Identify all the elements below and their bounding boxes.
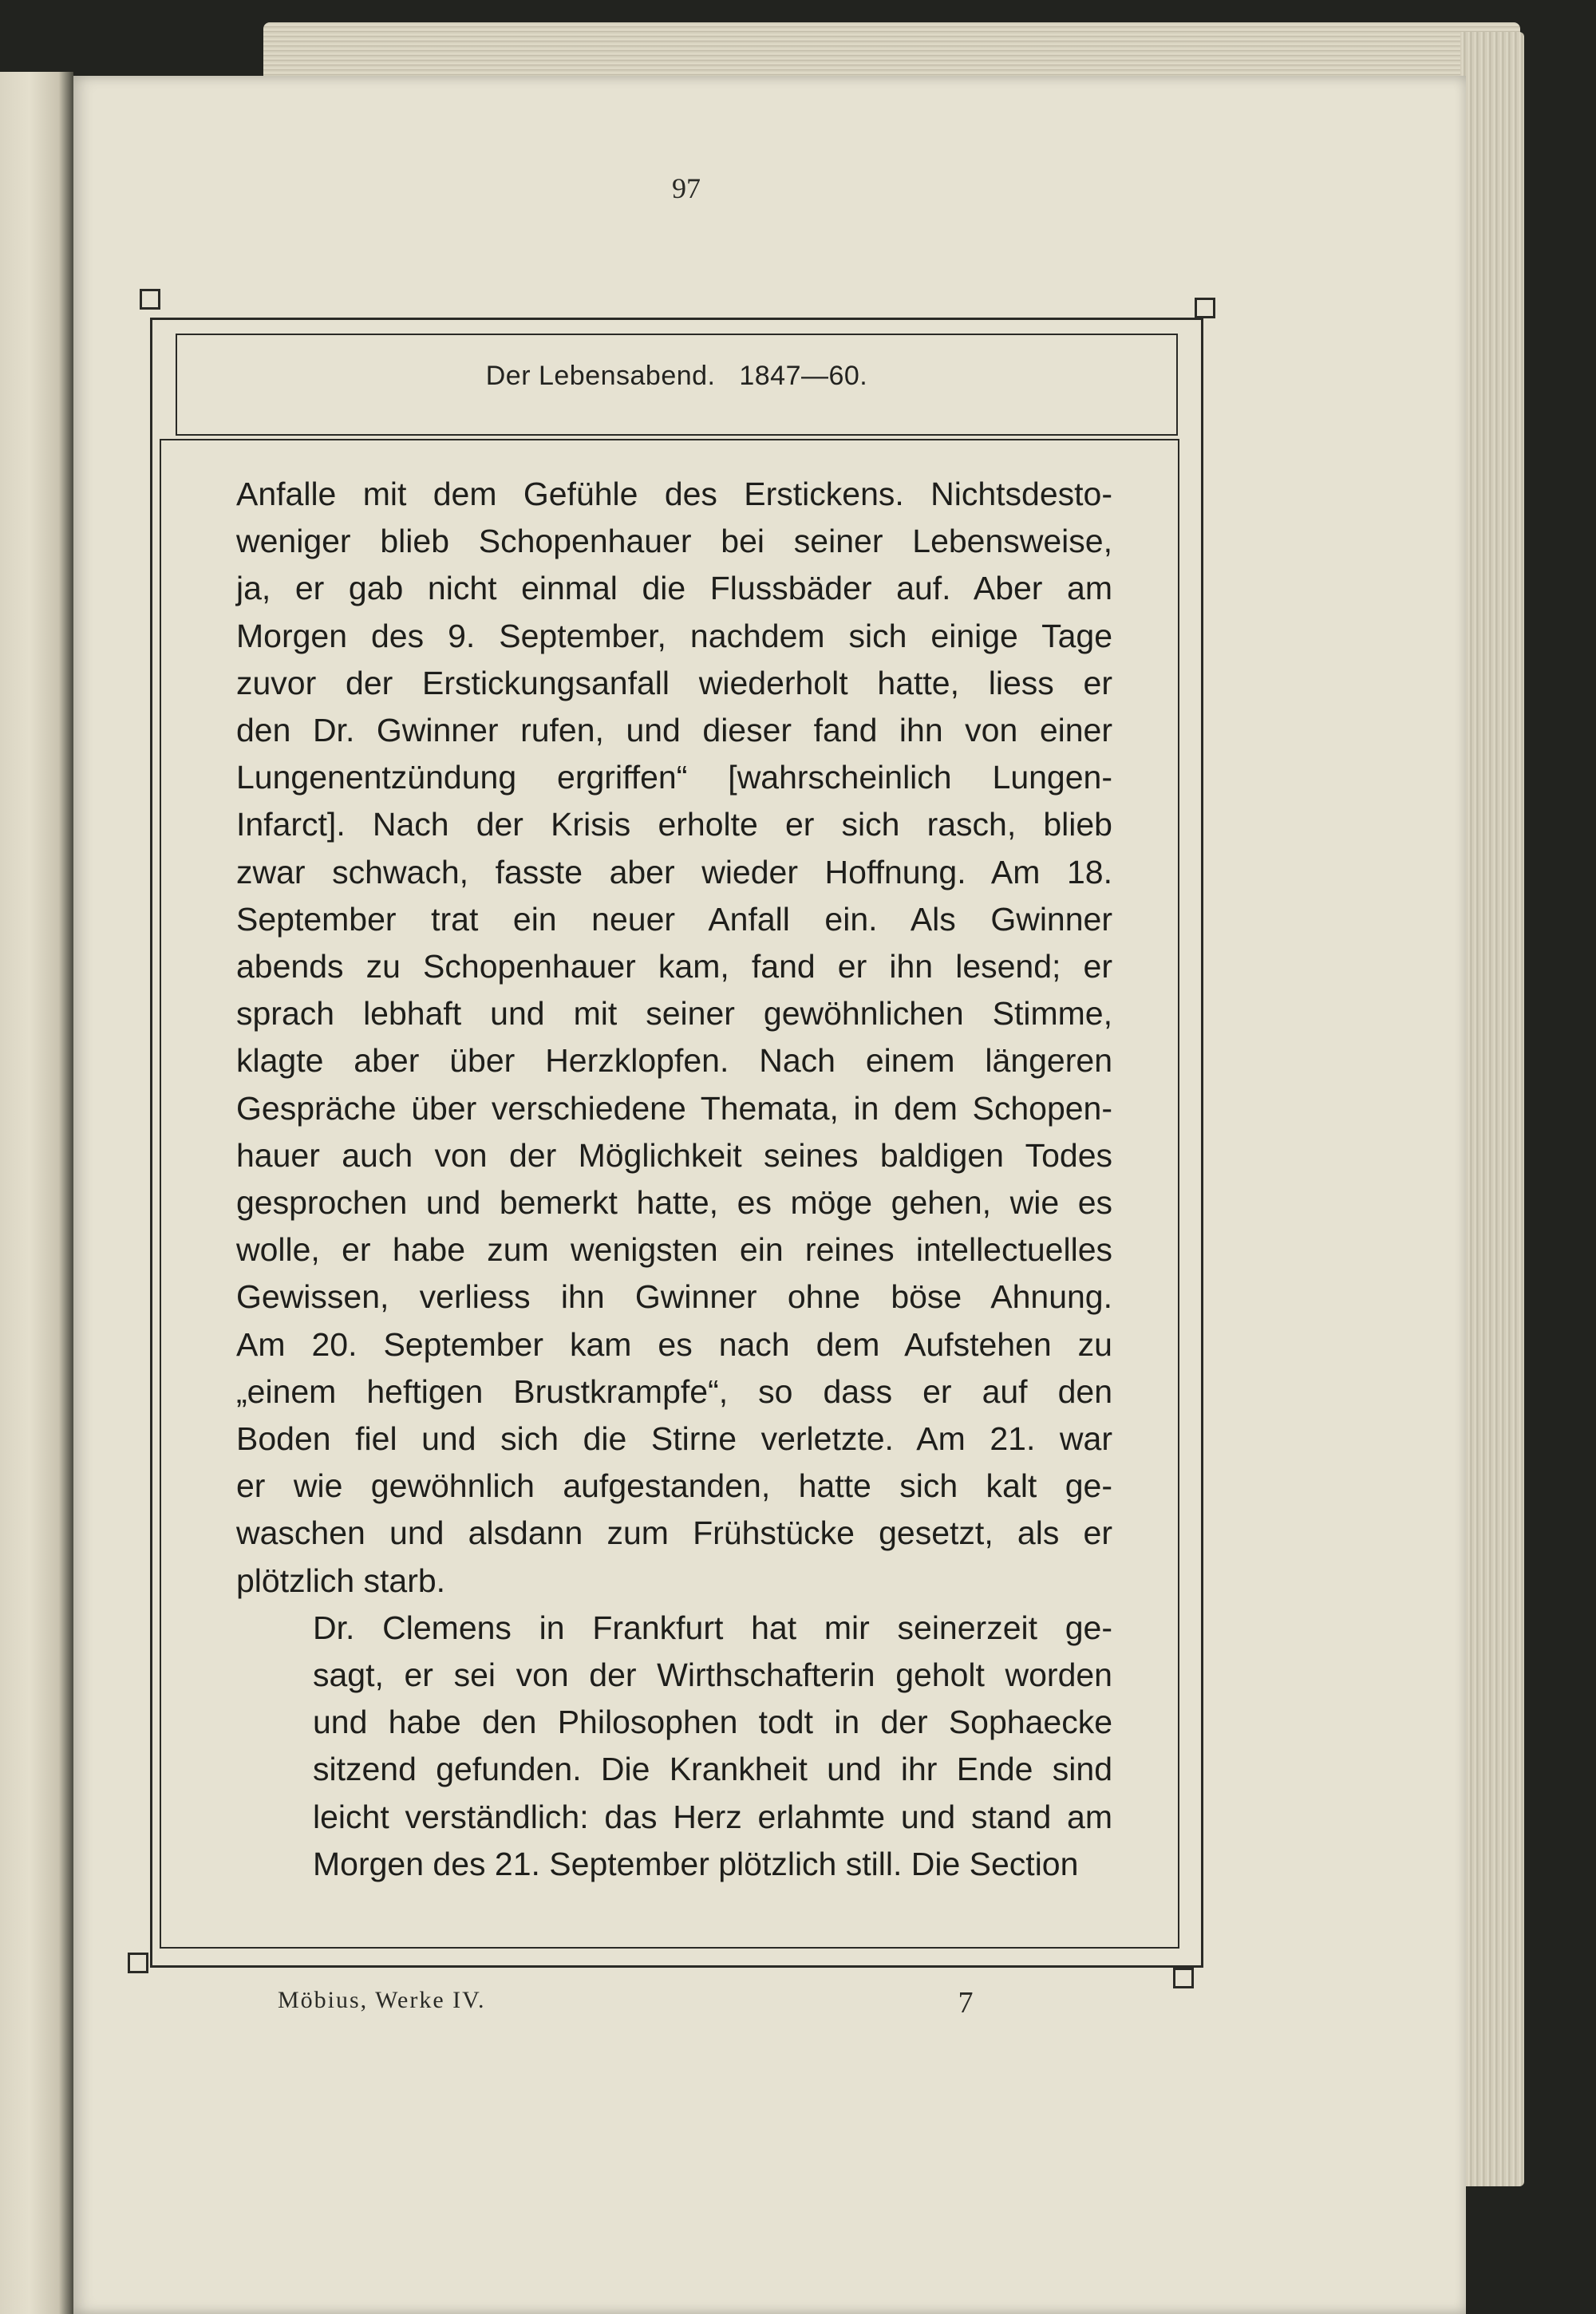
footer-signature: Möbius, Werke IV. [278, 1987, 486, 2013]
paragraph-1 [236, 471, 1112, 1605]
text-line: leicht verständlich: das Herz erlahmte und stand am [313, 1798, 1112, 1835]
paragraph-2 [236, 1605, 1112, 1888]
text-line: Infarct]. Nach der Krisis erholte er sich rasch, blieb [236, 806, 1112, 843]
text-line: Dr. Clemens in Frankfurt hat mir seinerzeit ge- [313, 1609, 1112, 1646]
text-line: Boden fiel und sich die Stirne verletzte. Am 21. war [236, 1420, 1112, 1458]
text-line: und habe den Philosophen todt in der Sophaecke [313, 1704, 1112, 1741]
text-line: waschen und alsdann zum Frühstücke gesetzt, als er [236, 1514, 1112, 1552]
text-line: sitzend gefunden. Die Krankheit und ihr Ende sind [313, 1751, 1112, 1788]
text-line: Morgen des 9. September, nachdem sich einige Tage [236, 617, 1112, 654]
text-line: weniger blieb Schopenhauer bei seiner Lebensweise, [236, 523, 1112, 560]
text-line: sprach lebhaft und mit seiner gewöhnlichen Stimme, [236, 995, 1112, 1033]
text-line: Lungenentzündung ergriffen“ [wahrscheinlich Lungen- [236, 759, 1112, 796]
frame-corner-top-right [1195, 298, 1215, 318]
text-line: Anfalle mit dem Gefühle des Erstickens. Nichtsdesto- [236, 476, 1112, 512]
body-text [236, 471, 1112, 1888]
text-line: „einem heftigen Brustkrampfe“, so dass er auf den [236, 1372, 1112, 1410]
text-line: den Dr. Gwinner rufen, und dieser fand ihn von einer [236, 712, 1112, 749]
text-line: Gespräche über verschiedene Themata, in dem Schopen- [236, 1089, 1112, 1127]
running-head: Der Lebensabend. 1847—60. [485, 361, 868, 391]
left-page-edge [0, 72, 73, 2314]
frame-corner-bottom-left [128, 1953, 148, 1973]
text-line: klagte aber über Herzklopfen. Nach einem längeren [236, 1042, 1112, 1080]
text-line: abends zu Schopenhauer kam, fand er ihn lesend; er [236, 948, 1112, 985]
footer-sheet-number: 7 [958, 1986, 974, 2020]
frame-corner-bottom-right [1173, 1968, 1194, 1988]
text-line: hauer auch von der Möglichkeit seines baldigen Todes [236, 1136, 1112, 1174]
text-line: gesprochen und bemerkt hatte, es möge gehen, wie es [236, 1184, 1112, 1222]
frame-corner-top-left [140, 289, 160, 310]
text-line: sagt, er sei von der Wirthschafterin geholt worden [313, 1657, 1112, 1694]
text-line: zuvor der Erstickungsanfall wiederholt hatte, liess er [236, 664, 1112, 701]
page-number: 97 [672, 172, 701, 204]
text-line: Morgen des 21. September plötzlich still. Die Section [313, 1845, 1079, 1882]
page-stack-top [263, 22, 1520, 78]
text-line: wolle, er habe zum wenigsten ein reines intellectuelles [236, 1231, 1112, 1269]
text-line: Gewissen, verliess ihn Gwinner ohne böse Ahnung. [236, 1278, 1112, 1316]
text-line: September trat ein neuer Anfall ein. Als Gwinner [236, 900, 1112, 938]
text-line: Am 20. September kam es nach dem Aufstehen zu [236, 1325, 1112, 1363]
text-line: ja, er gab nicht einmal die Flussbäder auf. Aber am [236, 570, 1112, 607]
text-line: er wie gewöhnlich aufgestanden, hatte sich kalt ge- [236, 1467, 1112, 1505]
text-line: plötzlich starb. [236, 1562, 446, 1599]
page-stack-right [1460, 32, 1524, 2186]
text-line: zwar schwach, fasste aber wieder Hoffnung. Am 18. [236, 853, 1112, 890]
